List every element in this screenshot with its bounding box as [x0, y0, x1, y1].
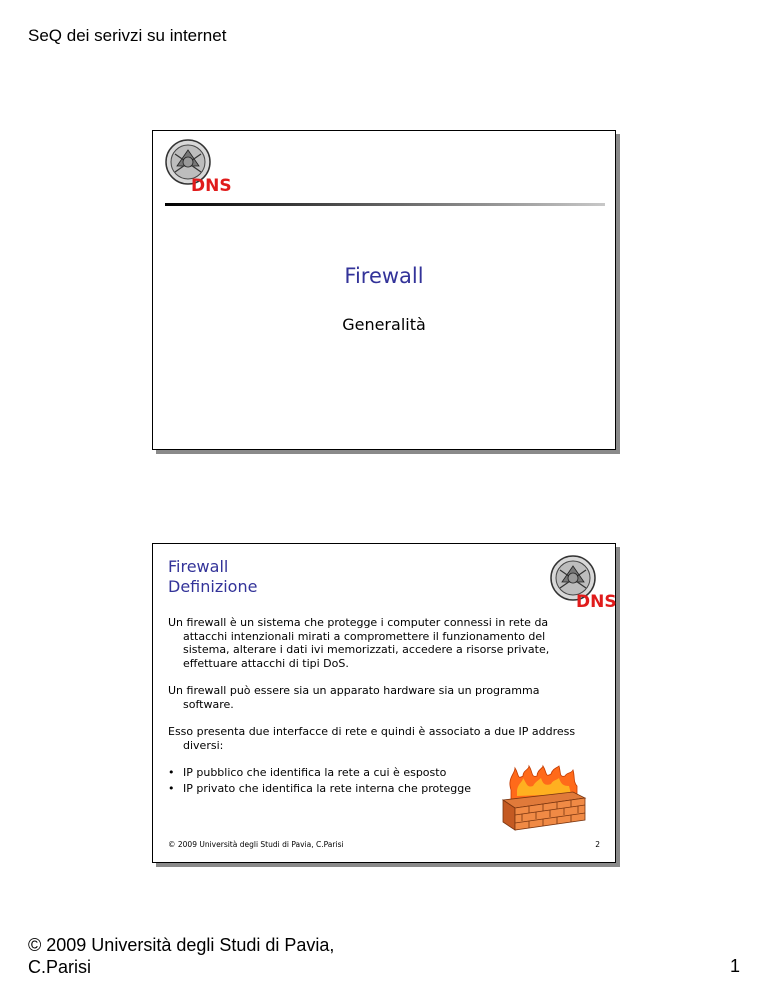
title-divider [165, 203, 605, 206]
paragraph: Un firewall è un sistema che protegge i computer connessi in rete da attacchi intenzionali mirati a compromettere il funzionamento del sistema, alterare i dati ivi memorizzati, accedere a risorse private, effettuare attacchi di tipi DoS. [168, 616, 550, 670]
paragraph: Esso presenta due interfacce di rete e quindi è associato a due IP address diversi: [168, 725, 576, 752]
bullet-icon: • [168, 781, 175, 795]
slide-subtitle-text: Generalità [342, 315, 426, 334]
slide-title [152, 130, 616, 450]
page-footer: © 2009 Università degli Studi di Pavia, C.Parisi [28, 935, 335, 977]
slide-definition [152, 543, 616, 863]
logo-text: DNS [576, 592, 617, 612]
university-logo-icon [546, 552, 617, 612]
list-item-text: IP privato che identifica la rete interna che protegge [183, 781, 472, 795]
logo-text: DNS [191, 176, 232, 196]
slide-heading [168, 557, 257, 597]
page-number: 1 [729, 956, 740, 976]
firewall-icon [493, 766, 590, 832]
slide-title-text: Firewall [344, 264, 424, 288]
page-header: SeQ dei serivzi su internet [28, 26, 227, 45]
slide-heading-line2: Definizione [168, 577, 258, 596]
list-item-text: IP pubblico che identifica la rete a cui è esposto [183, 766, 447, 779]
paragraph: Un firewall può essere sia un apparato hardware sia un programma software. [168, 684, 540, 711]
bullet-icon: • [168, 766, 175, 779]
university-logo-icon [161, 136, 232, 196]
slide-number: 2 [595, 840, 600, 849]
slide-footer-copyright: © 2009 Università degli Studi di Pavia, C.Parisi [168, 840, 344, 849]
slide-heading-line1: Firewall [168, 557, 229, 576]
